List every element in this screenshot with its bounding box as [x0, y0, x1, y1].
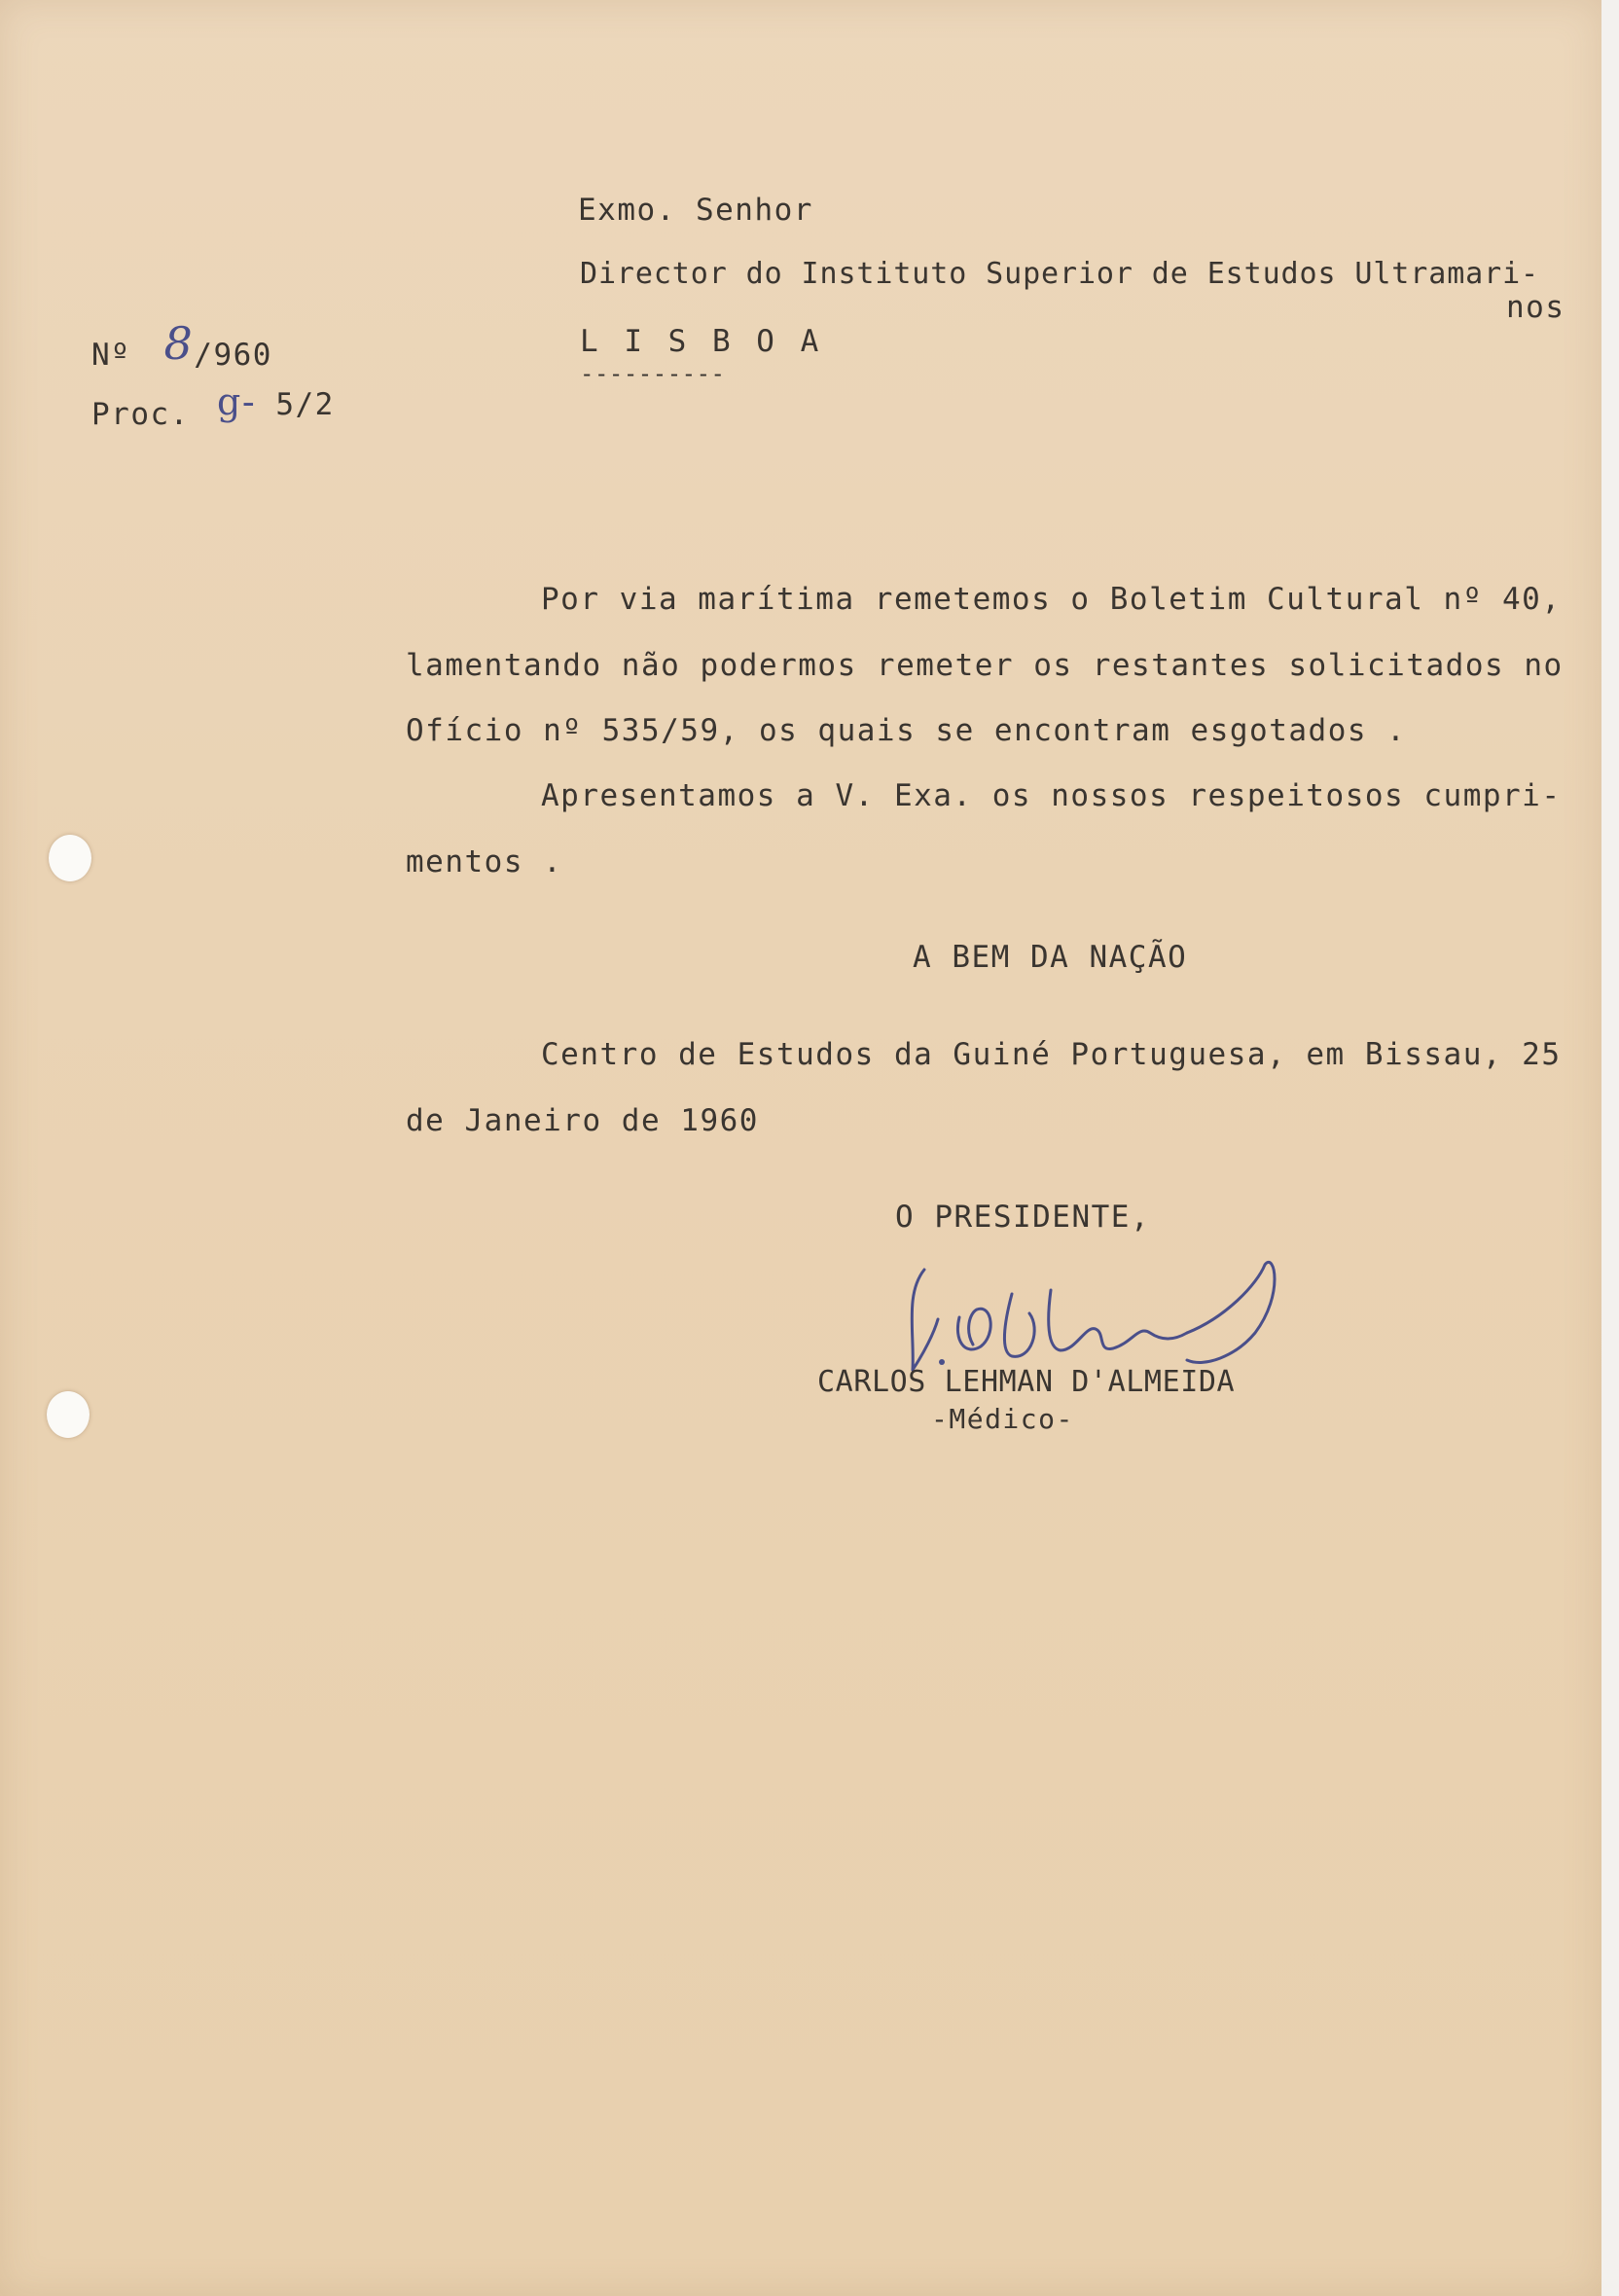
- place-date-line-1: Centro de Estudos da Guiné Portuguesa, em Bissau, 25: [541, 1037, 1562, 1072]
- body-line-5: mentos .: [406, 844, 563, 879]
- number-prefix: Nº: [91, 338, 131, 373]
- punch-hole-bottom: [47, 1391, 90, 1438]
- proc-value: 5/2: [275, 387, 335, 422]
- body-line-4: Apresentamos a V. Exa. os nossos respeitosos cumpri-: [541, 778, 1562, 813]
- addressee-city: L I S B O A: [580, 324, 823, 359]
- page-edge: [1601, 0, 1619, 2296]
- handwritten-proc: g-: [217, 380, 257, 423]
- place-date-line-2: de Janeiro de 1960: [406, 1103, 759, 1138]
- signatory-name: CARLOS LEHMAN D'ALMEIDA: [817, 1365, 1236, 1399]
- handwritten-signature: [895, 1255, 1304, 1381]
- number-year: /960: [194, 338, 272, 373]
- body-line-2: lamentando não podermos remeter os restantes solicitados no: [406, 648, 1564, 683]
- process-reference: [91, 380, 335, 432]
- handwritten-number: 8: [163, 317, 195, 370]
- body-line-1: Por via marítima remetemos o Boletim Cultural nº 40,: [541, 582, 1562, 617]
- addressee-title: Director do Instituto Superior de Estudos Ultramari-: [580, 257, 1539, 291]
- signatory-title: -Médico-: [931, 1403, 1074, 1435]
- addressee-title-continuation: nos: [1506, 290, 1565, 325]
- punch-hole-top: [49, 835, 91, 881]
- body-line-3: Ofício nº 535/59, os quais se encontram esgotados .: [406, 713, 1407, 748]
- proc-label: Proc.: [91, 397, 190, 432]
- salutation: Exmo. Senhor: [578, 193, 813, 228]
- city-underline: ----------: [580, 360, 726, 387]
- signatory-role: O PRESIDENTE,: [895, 1200, 1151, 1235]
- reference-number: [91, 317, 272, 373]
- motto: A BEM DA NAÇÃO: [913, 940, 1188, 975]
